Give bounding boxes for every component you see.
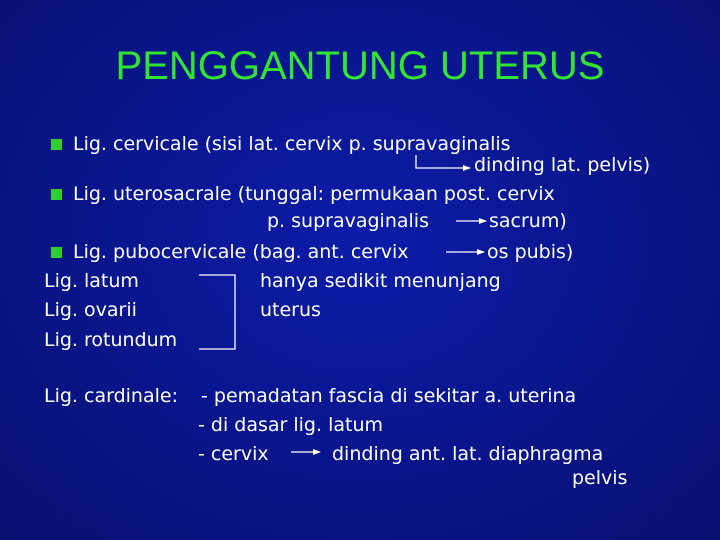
ligament-note-line-1: hanya sedikit menunjang [260, 270, 501, 292]
cardinale-item-1: - pemadatan fascia di sekitar a. uterina [201, 385, 577, 407]
cardinale-item-3-right: dinding ant. lat. diaphragma [332, 443, 604, 465]
cardinale-item-2: - di dasar lig. latum [198, 414, 383, 436]
bullet-2-line-2-right: sacrum) [489, 210, 567, 232]
bullet-1-line-2: dinding lat. pelvis) [474, 154, 651, 176]
ligament-note-line-2: uterus [260, 299, 321, 321]
cardinale-item-3-cont: pelvis [572, 467, 628, 489]
cardinale-label: Lig. cardinale: [44, 385, 178, 407]
bullet-3-line-left: Lig. pubocervicale (bag. ant. cervix [73, 241, 409, 263]
arrow-icon [416, 155, 470, 168]
slide-title: PENGGANTUNG UTERUS [115, 44, 605, 88]
bracket-icon [199, 275, 235, 349]
bullet-3-line-right: os pubis) [487, 241, 574, 263]
ligament-ovarii: Lig. ovarii [44, 299, 137, 321]
bullet-2-line-2-left: p. supravaginalis [267, 210, 429, 232]
ligament-latum: Lig. latum [44, 270, 139, 292]
bullet-2-line-1: Lig. uterosacrale (tunggal: permukaan post. cervix [73, 183, 555, 205]
bullet-1-line-1: Lig. cervicale (sisi lat. cervix p. supravaginalis [73, 133, 511, 155]
cardinale-item-3-left: - cervix [198, 443, 269, 465]
ligament-rotundum: Lig. rotundum [44, 329, 178, 351]
